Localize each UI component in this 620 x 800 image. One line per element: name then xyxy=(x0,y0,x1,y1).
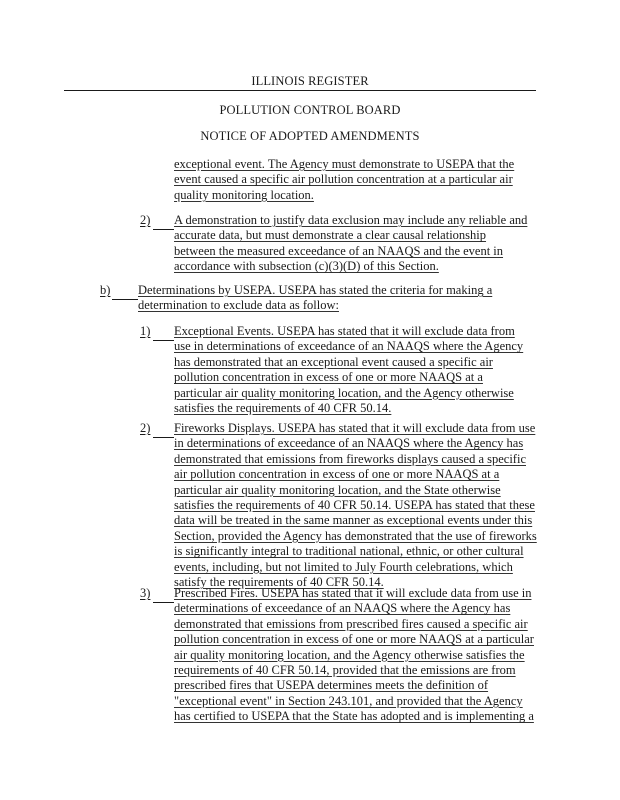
item-paragraph: Fireworks Displays. USEPA has stated that it will exclude data from use in determinations of exceedance of an NAAQS where the Agency has demonstrated that emissions from fireworks displays caused a specific air pollution concentration in excess of one or more NAAQS at a particular air quality monitoring location, and the State otherwise satisfies the requirements of 40 CFR 50.14. USEPA has stated that these data will be treated in the same manner as exceptional events under this Section, provided the Agency has demonstrated that the use of fireworks is significantly integral to traditional national, ethnic, or other cultural events, including, but not limited to July Fourth celebrations, which satisfy the requirements of 40 CFR 50.14. xyxy=(174,421,537,590)
number-rule xyxy=(112,299,138,300)
continuation-paragraph: exceptional event. The Agency must demonstrate to USEPA that the event caused a specific air pollution concentration at a particular air quality monitoring location. xyxy=(174,157,515,202)
section-number: b) xyxy=(100,283,111,297)
board-title: POLLUTION CONTROL BOARD xyxy=(219,103,401,117)
number-rule xyxy=(153,437,174,438)
number-rule xyxy=(153,602,174,603)
number-rule xyxy=(153,340,174,341)
item-number: 2) xyxy=(140,213,151,227)
notice-title: NOTICE OF ADOPTED AMENDMENTS xyxy=(200,129,420,143)
number-rule xyxy=(153,229,174,230)
item-paragraph: Prescribed Fires. USEPA has stated that it will exclude data from use in determinations of exceedance of an NAAQS where the Agency has demonstrated that emissions from prescribed fires caused a specific air pollution concentration in excess of one or more NAAQS at a particular air quality monitoring location, and the Agency otherwise satisfies the requirements of 40 CFR 50.14, provided that the emissions are from prescribed fires that USEPA determines meets the definition of "exceptional event" in Section 243.101, and provided that the Agency has certified to USEPA that the State has adopted and is implementing a xyxy=(174,586,534,724)
item-number: 3) xyxy=(140,586,151,600)
header-rule xyxy=(64,90,536,91)
register-title: ILLINOIS REGISTER xyxy=(251,74,369,88)
item-paragraph: Exceptional Events. USEPA has stated that it will exclude data from use in determinations of exceedance of an NAAQS where the Agency has demonstrated that an exceptional event caused a specific air pollution concentration in excess of one or more NAAQS at a particular air quality monitoring location, and the Agency otherwise satisfies the requirements of 40 CFR 50.14. xyxy=(174,324,524,416)
item-paragraph: A demonstration to justify data exclusion may include any reliable and accurate data, but must demonstrate a clear causal relationship between the measured exceedance of an NAAQS and the event in accordance with subsection (c)(3)(D) of this Section. xyxy=(174,213,528,274)
item-number: 1) xyxy=(140,324,151,338)
section-paragraph: Determinations by USEPA. USEPA has stated the criteria for making a determination to exclude data as follow: xyxy=(138,283,493,313)
item-number: 2) xyxy=(140,421,151,435)
